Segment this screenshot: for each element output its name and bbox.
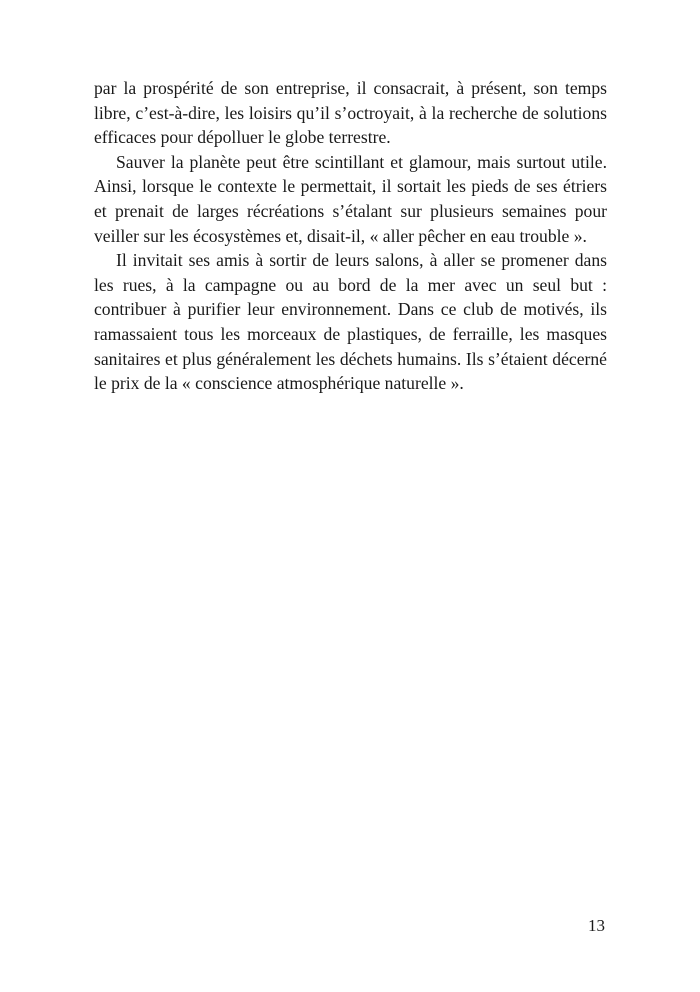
paragraph-invitait: Il invitait ses amis à sortir de leurs salons, à aller se promener dans les rues, à la campagne ou au bord de la mer avec un seul but : contribuer à purifier leur environnement. Dans ce club de motivés, ils ramassaient tous les morceaux de plastiques, de ferraille, les masques sanitaires et plus généralement les déchets humains. Ils s’étaient décerné le prix de la « conscience atmosphérique naturelle ».	[94, 250, 607, 394]
paragraph-sauver: Sauver la planète peut être scintillant et glamour, mais surtout utile. Ainsi, lorsque le contexte le permettait, il sortait les pieds de ses étriers et prenait de larges récréations s’étalant sur plusieurs semaines pour veiller sur les écosystèmes et, disait-il, « aller pêcher en eau trouble ».	[94, 151, 607, 246]
page-number: 13	[588, 916, 605, 935]
paragraph-continuation: par la prospérité de son entreprise, il consacrait, à présent, son temps libre, c’est-à-dire, les loisirs qu’il s’octroyait, à la recherche de solutions efficaces pour dépolluer le globe terrestre.	[94, 78, 607, 148]
body-text	[94, 76, 607, 396]
